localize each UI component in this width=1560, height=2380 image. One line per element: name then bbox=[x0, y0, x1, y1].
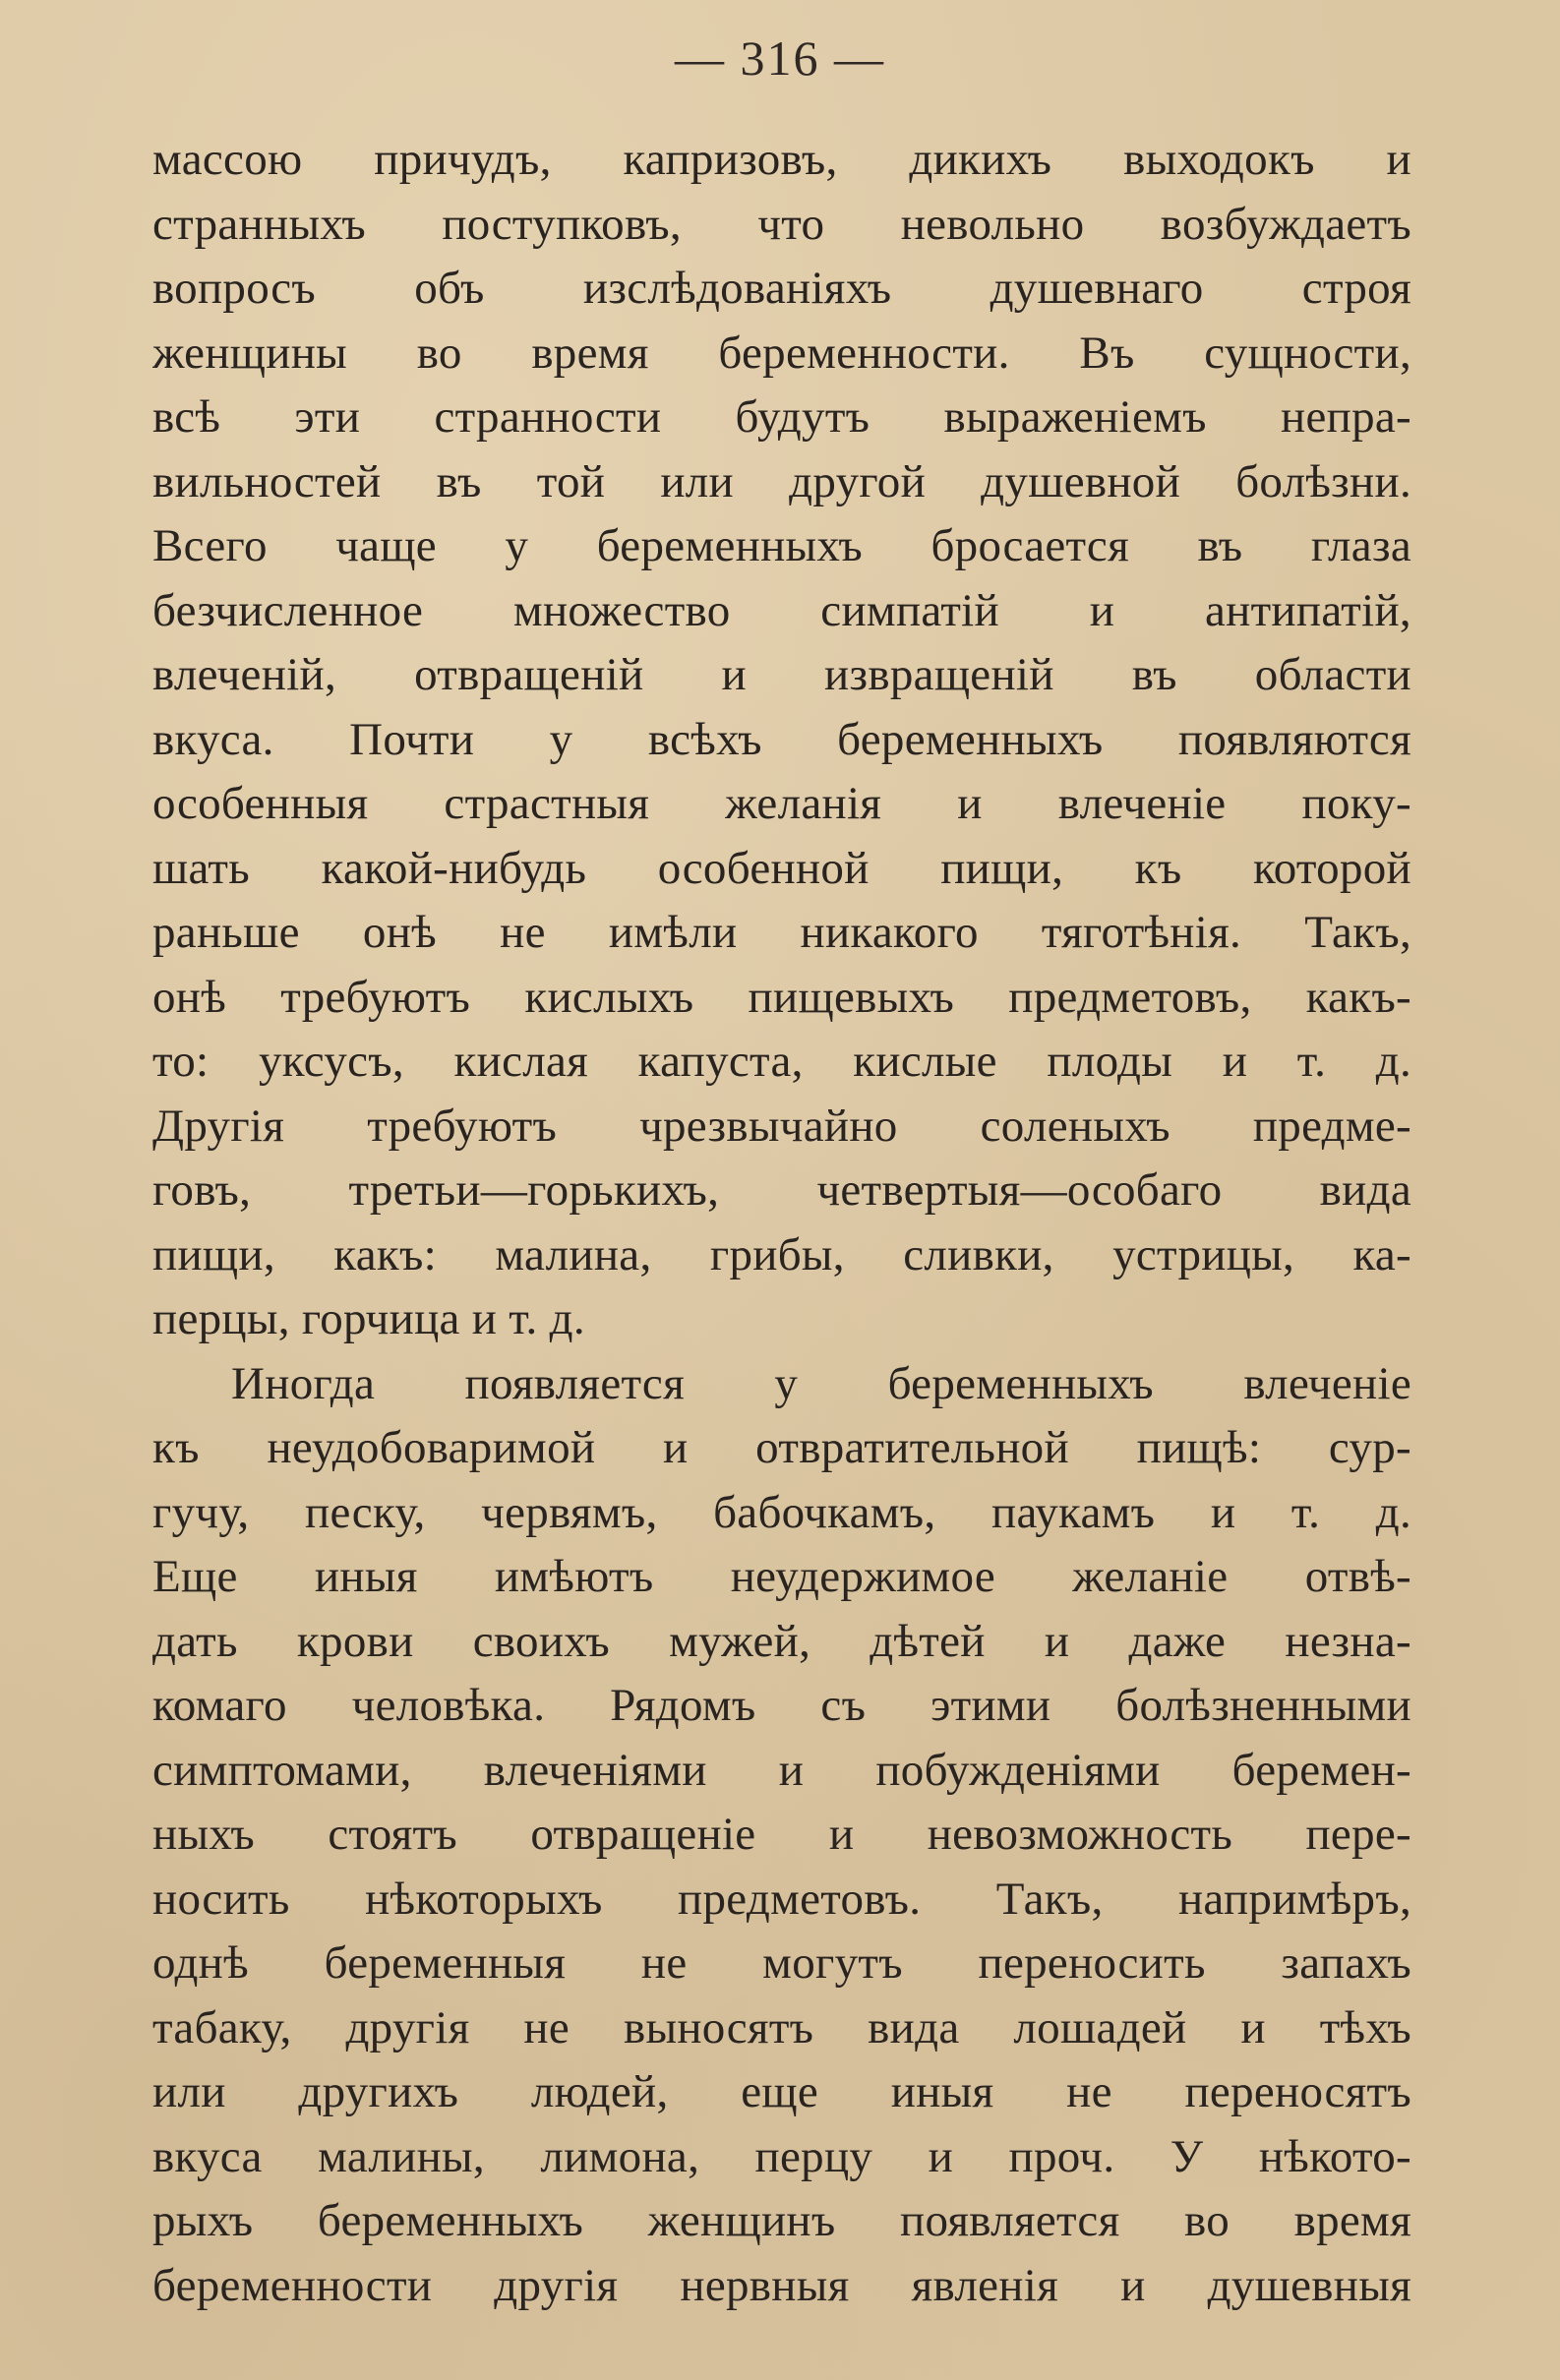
text-line: рыхъ беременныхъ женщинъ появляется во время bbox=[152, 2195, 1411, 2246]
text-line: вильностей въ той или другой душевной болѣзни. bbox=[152, 455, 1411, 507]
paragraph-first-line: Иногда появляется у беременныхъ влеченіе bbox=[231, 1357, 1411, 1409]
text-line: вкуса малины, лимона, перцу и проч. У нѣкото- bbox=[152, 2130, 1411, 2182]
text-line: особенныя страстныя желанія и влеченіе поку- bbox=[152, 778, 1411, 829]
text-line: Еще иныя имѣютъ неудержимое желаніе отвѣ- bbox=[152, 1551, 1411, 1602]
text-line: вкуса. Почти у всѣхъ беременныхъ появляются bbox=[152, 713, 1411, 765]
text-line: говъ, третьи—горькихъ, четвертыя—особаго вида bbox=[152, 1164, 1411, 1216]
text-line: симптомами, влеченіями и побужденіями беремен- bbox=[152, 1744, 1411, 1796]
text-line: влеченій, отвращеній и извращеній въ области bbox=[152, 649, 1411, 700]
text-line: безчисленное множество симпатій и антипатій, bbox=[152, 584, 1411, 636]
text-line: беременности другія нервныя явленія и душевныя bbox=[152, 2259, 1411, 2311]
paragraph-end-line: перцы, горчица и т. д. bbox=[152, 1293, 585, 1344]
text-line: носить нѣкоторыхъ предметовъ. Такъ, напримѣръ, bbox=[152, 1873, 1411, 1925]
text-line: пищи, какъ: малина, грибы, сливки, устрицы, ка- bbox=[152, 1228, 1411, 1280]
text-line: гучу, песку, червямъ, бабочкамъ, паукамъ и т. д. bbox=[152, 1486, 1411, 1538]
text-line: женщины во время беременности. Въ сущности, bbox=[152, 327, 1411, 379]
text-line: Всего чаще у беременныхъ бросается въ глаза bbox=[152, 520, 1411, 571]
text-line: Другія требуютъ чрезвычайно соленыхъ предме- bbox=[152, 1100, 1411, 1152]
text-line: массою причудъ, капризовъ, дикихъ выходокъ и bbox=[152, 134, 1411, 185]
text-line: однѣ беременныя не могутъ переносить запахъ bbox=[152, 1937, 1411, 1989]
text-line: дать крови своихъ мужей, дѣтей и даже незна- bbox=[152, 1615, 1411, 1667]
page-number: — 316 — bbox=[675, 30, 885, 86]
text-line: шать какой-нибудь особенной пищи, къ которой bbox=[152, 842, 1411, 894]
text-line: то: уксусъ, кислая капуста, кислые плоды и т. д. bbox=[152, 1036, 1411, 1087]
text-line: табаку, другія не выносятъ вида лошадей и тѣхъ bbox=[152, 2001, 1411, 2053]
text-line: всѣ эти странности будутъ выраженіемъ непра- bbox=[152, 391, 1411, 443]
text-line: странныхъ поступковъ, что невольно возбуждаетъ bbox=[152, 198, 1411, 250]
text-line: или другихъ людей, еще иныя не переносятъ bbox=[152, 2066, 1411, 2117]
text-line: раньше онѣ не имѣли никакого тяготѣнія. Такъ, bbox=[152, 907, 1411, 958]
text-line: вопросъ объ изслѣдованіяхъ душевнаго строя bbox=[152, 263, 1411, 314]
text-line: ныхъ стоятъ отвращеніе и невозможность пере- bbox=[152, 1809, 1411, 1860]
text-line: комаго человѣка. Рядомъ съ этими болѣзненными bbox=[152, 1680, 1411, 1731]
text-line: къ неудобоваримой и отвратительной пищѣ: сур- bbox=[152, 1422, 1411, 1473]
body-text bbox=[152, 128, 1411, 2318]
text-line: онѣ требуютъ кислыхъ пищевыхъ предметовъ, какъ- bbox=[152, 971, 1411, 1023]
